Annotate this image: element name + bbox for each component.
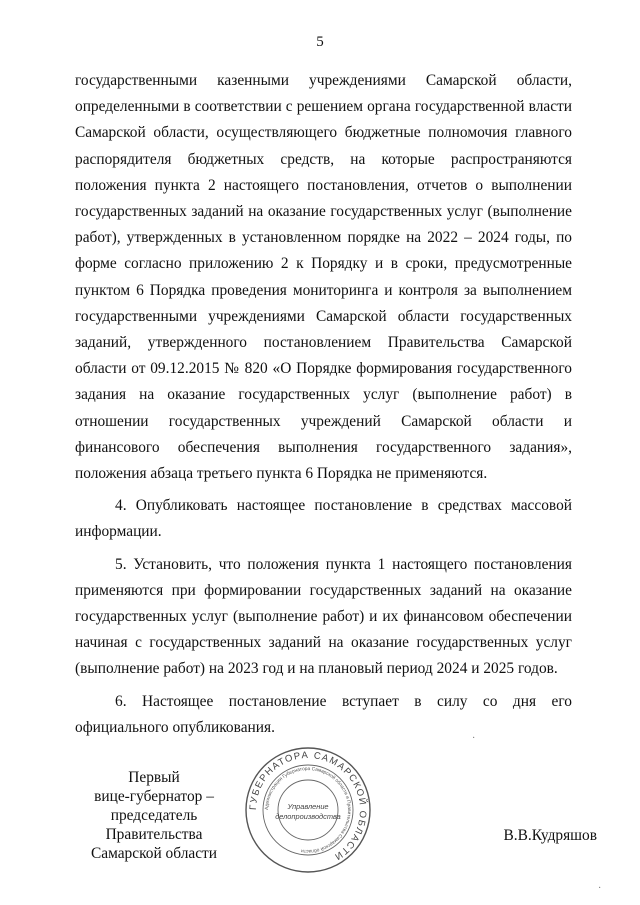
seal-outer-text: ГУБЕРНАТОРА САМАРСКОЙ ОБЛАСТИ [247,749,369,863]
scan-speck: · [472,733,476,744]
paragraph-item-5: 5. Установить, что положения пункта 1 настоящего постановления применяются при формировании государственных заданий на оказание государственных услуг (выполнение работ) и их финансовом обеспечении начиная с государственных заданий на оказание государственных услуг (выполнение работ) на 2023 год и на плановый период 2024 и 2025 годов. [75,555,572,678]
signatory-title-line: вице-губернатор – [94,788,214,805]
seal-center-line-2: делопроизводства [275,812,341,821]
paragraph-item-6: 6. Настоящее постановление вступает в силу со дня его официального опубликования. [75,692,572,736]
seal-center-line-1: Управление [287,802,329,811]
document-body [75,68,572,747]
paragraph-item-4: 4. Опубликовать настоящее постановление в средствах массовой информации. [75,497,572,541]
signatory-name: В.В.Кудряшов [503,827,597,844]
scan-speck: · [598,883,602,894]
page-number: 5 [316,34,324,50]
signatory-title-line: Самарской области [90,845,217,862]
signatory-title-line: председатель Правительства [105,807,203,843]
paragraph-continuation: государственными казенными учреждениями Самарской области, определенными в соответствии с решением органа государственной власти Самарской области, осуществляющего бюджетные полномочия главного распорядителя бюджетных средств, на которые распространяются положения пункта 2 настоящего постановления, отчетов о выполнении государственных заданий на оказание государственных услуг (выполнение работ), утвержденных в установленном порядке на 2022 – 2024 годы, по форме согласно приложению 2 к Порядку и в сроки, предусмотренные пунктом 6 Порядка проведения мониторинга и контроля за выполнением государственными учреждениями Самарской области государственных заданий, утвержденного постановлением Правительства Самарской области от 09.12.2015 № 820 «О Порядке формирования государственного задания на оказание государственных услуг (выполнение работ) в отношении государственных учреждений Самарской области и финансового обеспечения выполнения государственного задания», положения абзаца третьего пункта 6 Порядка не применяются. [75,72,572,483]
signatory-title [70,768,238,863]
seal-inner-text: Администрация Губернатора Самарской области и Правительства Самарской области [264,766,352,854]
official-seal [243,745,373,875]
signatory-title-line: Первый [128,769,180,786]
